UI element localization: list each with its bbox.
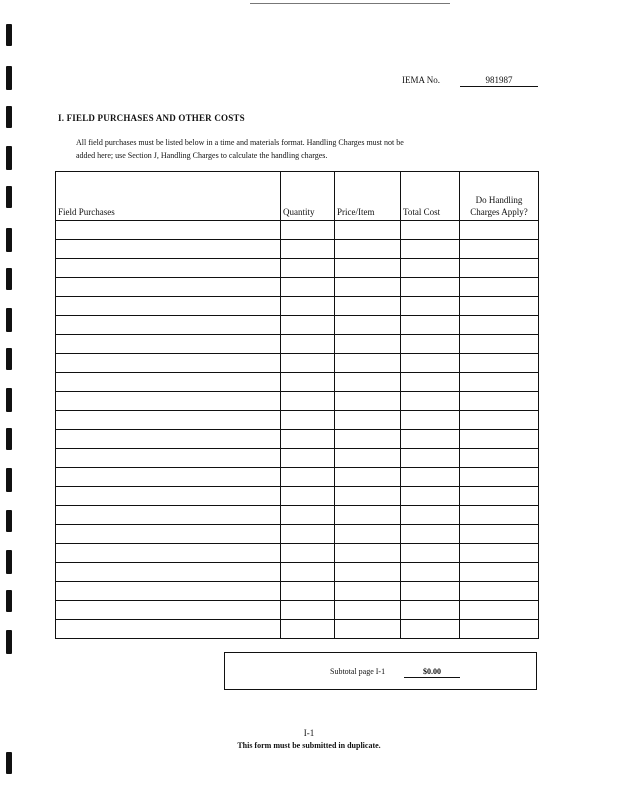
cell-total-cost[interactable]: [401, 506, 460, 525]
cell-quantity[interactable]: [281, 335, 335, 354]
cell-handling-charges[interactable]: [460, 392, 539, 411]
cell-handling-charges[interactable]: [460, 430, 539, 449]
instruction-line-1: All field purchases must be listed below in a time and materials format. Handling Charges must not be: [76, 138, 404, 147]
cell-field-purchase[interactable]: [56, 582, 281, 601]
binder-mark: [6, 24, 12, 46]
cell-quantity[interactable]: [281, 354, 335, 373]
cell-field-purchase[interactable]: [56, 316, 281, 335]
table-row: [56, 221, 539, 240]
table-row: [56, 278, 539, 297]
binder-mark: [6, 308, 12, 332]
cell-handling-charges[interactable]: [460, 373, 539, 392]
cell-quantity[interactable]: [281, 468, 335, 487]
binder-mark: [6, 752, 12, 774]
instruction-line-2: added here; use Section J, Handling Charges to calculate the handling charges.: [76, 151, 328, 160]
cell-handling-charges[interactable]: [460, 278, 539, 297]
cell-total-cost[interactable]: [401, 601, 460, 620]
cell-total-cost[interactable]: [401, 487, 460, 506]
cell-field-purchase[interactable]: [56, 468, 281, 487]
binder-mark: [6, 550, 12, 574]
scan-line: [250, 3, 450, 4]
cell-quantity[interactable]: [281, 278, 335, 297]
cell-field-purchase[interactable]: [56, 506, 281, 525]
cell-total-cost[interactable]: [401, 449, 460, 468]
cell-handling-charges[interactable]: [460, 411, 539, 430]
cell-handling-charges[interactable]: [460, 468, 539, 487]
cell-quantity[interactable]: [281, 392, 335, 411]
cell-total-cost[interactable]: [401, 297, 460, 316]
cell-quantity[interactable]: [281, 373, 335, 392]
cell-total-cost[interactable]: [401, 544, 460, 563]
cell-handling-charges[interactable]: [460, 297, 539, 316]
cell-handling-charges[interactable]: [460, 620, 539, 639]
cell-handling-charges[interactable]: [460, 240, 539, 259]
cell-price-item[interactable]: [335, 335, 401, 354]
table-row: [56, 373, 539, 392]
cell-field-purchase[interactable]: [56, 449, 281, 468]
cell-price-item[interactable]: [335, 373, 401, 392]
iema-label: IEMA No.: [402, 75, 440, 85]
cell-quantity[interactable]: [281, 430, 335, 449]
binder-mark: [6, 590, 12, 612]
cell-field-purchase[interactable]: [56, 620, 281, 639]
instructions: [76, 136, 526, 162]
binder-mark: [6, 428, 12, 450]
cell-quantity[interactable]: [281, 259, 335, 278]
header-total-cost: Total Cost: [401, 172, 460, 221]
cell-field-purchase[interactable]: [56, 335, 281, 354]
cell-handling-charges[interactable]: [460, 354, 539, 373]
cell-quantity[interactable]: [281, 506, 335, 525]
binder-mark: [6, 468, 12, 492]
cell-price-item[interactable]: [335, 430, 401, 449]
cell-total-cost[interactable]: [401, 430, 460, 449]
cell-field-purchase[interactable]: [56, 278, 281, 297]
cell-total-cost[interactable]: [401, 620, 460, 639]
cell-field-purchase[interactable]: [56, 354, 281, 373]
cell-field-purchase[interactable]: [56, 221, 281, 240]
cell-price-item[interactable]: [335, 620, 401, 639]
cell-handling-charges[interactable]: [460, 525, 539, 544]
table-header-row: [56, 172, 539, 221]
table-row: [56, 259, 539, 278]
cell-total-cost[interactable]: [401, 354, 460, 373]
cell-handling-charges[interactable]: [460, 259, 539, 278]
header-quantity: Quantity: [281, 172, 335, 221]
table-row: [56, 525, 539, 544]
cell-handling-charges[interactable]: [460, 449, 539, 468]
table-row: [56, 487, 539, 506]
cell-handling-charges[interactable]: [460, 544, 539, 563]
cell-total-cost[interactable]: [401, 563, 460, 582]
cell-field-purchase[interactable]: [56, 544, 281, 563]
cell-field-purchase[interactable]: [56, 392, 281, 411]
binder-mark: [6, 66, 12, 90]
cell-quantity[interactable]: [281, 240, 335, 259]
table-row: [56, 563, 539, 582]
cell-price-item[interactable]: [335, 563, 401, 582]
cell-total-cost[interactable]: [401, 373, 460, 392]
section-title: I. FIELD PURCHASES AND OTHER COSTS: [58, 113, 245, 123]
binder-mark: [6, 228, 12, 252]
cell-field-purchase[interactable]: [56, 563, 281, 582]
table-row: [56, 449, 539, 468]
cell-quantity[interactable]: [281, 620, 335, 639]
iema-number-field[interactable]: 981987: [460, 75, 538, 87]
cell-total-cost[interactable]: [401, 240, 460, 259]
subtotal-value[interactable]: $0.00: [404, 666, 460, 678]
cell-quantity[interactable]: [281, 411, 335, 430]
table-row: [56, 335, 539, 354]
cell-quantity[interactable]: [281, 544, 335, 563]
cell-field-purchase[interactable]: [56, 411, 281, 430]
binder-mark: [6, 146, 12, 170]
cell-quantity[interactable]: [281, 601, 335, 620]
cell-price-item[interactable]: [335, 582, 401, 601]
cell-field-purchase[interactable]: [56, 297, 281, 316]
cell-total-cost[interactable]: [401, 582, 460, 601]
cell-handling-charges[interactable]: [460, 582, 539, 601]
footer-note: This form must be submitted in duplicate.: [237, 741, 381, 750]
table-row: [56, 354, 539, 373]
cell-handling-charges[interactable]: [460, 221, 539, 240]
cell-price-item[interactable]: [335, 297, 401, 316]
cell-quantity[interactable]: [281, 449, 335, 468]
table-row: [56, 316, 539, 335]
table-row: [56, 430, 539, 449]
cell-price-item[interactable]: [335, 278, 401, 297]
header-price-item: Price/Item: [335, 172, 401, 221]
binder-mark: [6, 268, 12, 290]
cell-field-purchase[interactable]: [56, 430, 281, 449]
cell-quantity[interactable]: [281, 487, 335, 506]
table-row: [56, 544, 539, 563]
binder-mark: [6, 388, 12, 412]
cell-handling-charges[interactable]: [460, 506, 539, 525]
cell-price-item[interactable]: [335, 316, 401, 335]
cell-field-purchase[interactable]: [56, 373, 281, 392]
cell-total-cost[interactable]: [401, 259, 460, 278]
table-row: [56, 411, 539, 430]
cell-price-item[interactable]: [335, 525, 401, 544]
binder-mark: [6, 106, 12, 128]
cell-handling-charges[interactable]: [460, 335, 539, 354]
cell-quantity[interactable]: [281, 221, 335, 240]
cell-price-item[interactable]: [335, 221, 401, 240]
cell-field-purchase[interactable]: [56, 487, 281, 506]
field-purchases-table: [55, 171, 539, 639]
table-row: [56, 601, 539, 620]
table-row: [56, 468, 539, 487]
cell-price-item[interactable]: [335, 487, 401, 506]
cell-quantity[interactable]: [281, 297, 335, 316]
cell-price-item[interactable]: [335, 392, 401, 411]
cell-field-purchase[interactable]: [56, 525, 281, 544]
cell-quantity[interactable]: [281, 316, 335, 335]
table-row: [56, 506, 539, 525]
cell-quantity[interactable]: [281, 563, 335, 582]
cell-handling-charges[interactable]: [460, 316, 539, 335]
cell-price-item[interactable]: [335, 240, 401, 259]
cell-quantity[interactable]: [281, 582, 335, 601]
cell-price-item[interactable]: [335, 354, 401, 373]
table-row: [56, 620, 539, 639]
binder-mark: [6, 186, 12, 208]
cell-handling-charges[interactable]: [460, 601, 539, 620]
cell-field-purchase[interactable]: [56, 601, 281, 620]
cell-price-item[interactable]: [335, 411, 401, 430]
header-handling-charges: Do Handling Charges Apply?: [460, 172, 539, 221]
cell-total-cost[interactable]: [401, 411, 460, 430]
table-row: [56, 240, 539, 259]
page-number: I-1: [303, 728, 315, 738]
table-row: [56, 297, 539, 316]
cell-total-cost[interactable]: [401, 221, 460, 240]
cell-price-item[interactable]: [335, 544, 401, 563]
cell-price-item[interactable]: [335, 601, 401, 620]
table-row: [56, 392, 539, 411]
cell-price-item[interactable]: [335, 449, 401, 468]
cell-price-item[interactable]: [335, 259, 401, 278]
header-field-purchases: Field Purchases: [56, 172, 281, 221]
cell-price-item[interactable]: [335, 468, 401, 487]
cell-total-cost[interactable]: [401, 392, 460, 411]
cell-price-item[interactable]: [335, 506, 401, 525]
cell-handling-charges[interactable]: [460, 487, 539, 506]
cell-total-cost[interactable]: [401, 335, 460, 354]
table-row: [56, 582, 539, 601]
cell-total-cost[interactable]: [401, 525, 460, 544]
cell-total-cost[interactable]: [401, 278, 460, 297]
subtotal-label: Subtotal page I-1: [330, 667, 386, 676]
cell-field-purchase[interactable]: [56, 240, 281, 259]
cell-quantity[interactable]: [281, 525, 335, 544]
binder-mark: [6, 510, 12, 532]
binder-mark: [6, 630, 12, 654]
cell-handling-charges[interactable]: [460, 563, 539, 582]
binder-mark: [6, 348, 12, 370]
cell-total-cost[interactable]: [401, 316, 460, 335]
cell-field-purchase[interactable]: [56, 259, 281, 278]
cell-total-cost[interactable]: [401, 468, 460, 487]
